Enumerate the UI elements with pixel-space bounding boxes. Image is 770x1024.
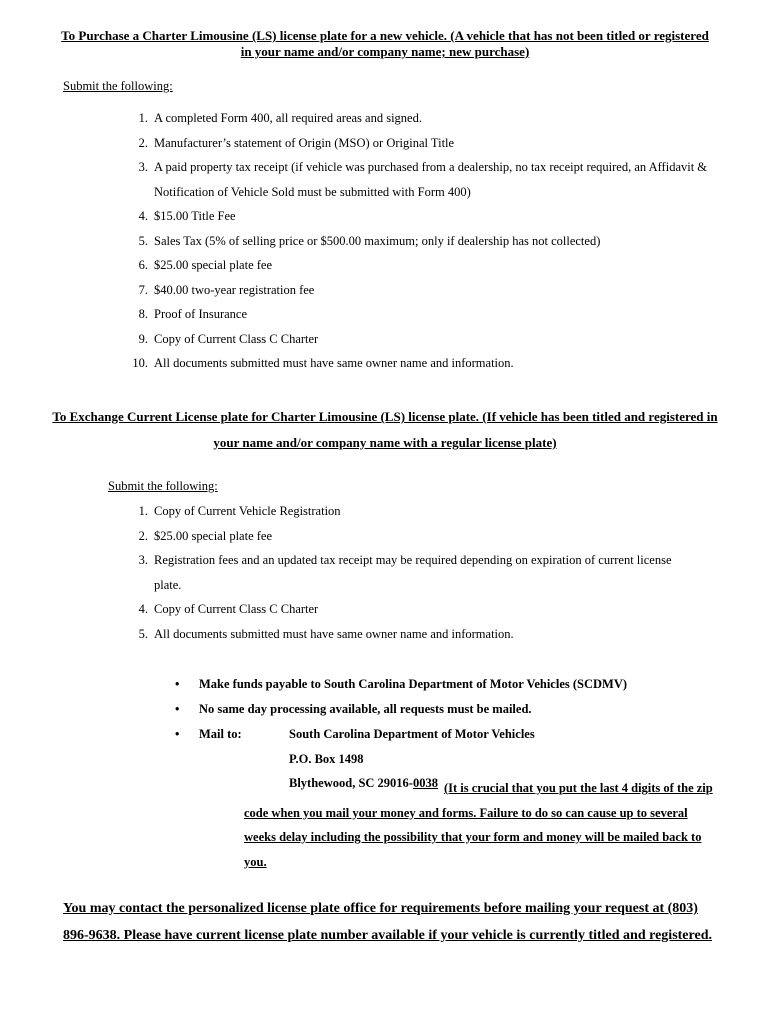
zip-plus-four: 0038 — [412, 776, 438, 790]
contact-notice: You may contact the personalized license plate office for requirements before mailing your request at (803) 896-9638. Please have current license plate number available if your vehicle is currently titled and registered. — [63, 901, 712, 943]
list-item: 9. Copy of Current Class C Charter — [138, 331, 319, 346]
address-line-3: Blythewood, SC 29016-0038 — [289, 776, 438, 790]
list-item — [175, 672, 715, 697]
zip-code-note: (It is crucial that you put the last 4 digits of the zip code when you mail your money and forms. Failure to do so can cause up to several weeks delay including the possibility that your form and money will be mailed back to you. — [244, 781, 713, 869]
list-item: 2. Manufacturer’s statement of Origin (MSO) or Original Title — [138, 135, 455, 150]
list-item: 8. Proof of Insurance — [138, 307, 248, 321]
section2-submit-label: Submit the following: — [108, 479, 218, 493]
section1-requirements-list — [130, 106, 710, 376]
list-item: 3. Registration fees and an updated tax receipt may be required depending on expiration of current license plate. — [138, 553, 672, 592]
address-line-1: South Carolina Department of Motor Vehicles — [289, 727, 535, 741]
list-item: 10. All documents submitted must have same owner name and information. — [132, 356, 514, 370]
section1-heading: To Purchase a Charter Limousine (LS) license plate for a new vehicle. (A vehicle that has not been titled or registered in your name and/or company name; new purchase) — [61, 28, 709, 59]
list-item — [175, 697, 715, 722]
list-item: 1. Copy of Current Vehicle Registration — [138, 504, 341, 518]
bullet-icon: • — [175, 727, 180, 741]
list-item: 5. Sales Tax (5% of selling price or $500.00 maximum; only if dealership has not collected) — [138, 233, 601, 248]
list-item: 4. Copy of Current Class C Charter — [138, 602, 319, 616]
processing-text: No same day processing available, all requests must be mailed. — [199, 702, 532, 716]
funds-payable-text: Make funds payable to South Carolina Department of Motor Vehicles (SCDMV) — [199, 677, 628, 691]
section2-requirements-list — [130, 499, 690, 646]
list-item: 1. A completed Form 400, all required areas and signed. — [138, 111, 422, 125]
list-item: 5. All documents submitted must have same owner name and information. — [138, 626, 514, 641]
bullet-icon: • — [175, 702, 180, 716]
section1-submit-label: Submit the following: — [63, 79, 173, 93]
address-line-2: P.O. Box 1498 — [289, 751, 364, 766]
list-item: 2. $25.00 special plate fee — [138, 528, 273, 543]
mail-to-label: Mail to: — [199, 727, 242, 741]
list-item: 6. $25.00 special plate fee — [138, 258, 273, 272]
list-item: 4. $15.00 Title Fee — [138, 209, 236, 223]
list-item: 3. A paid property tax receipt (if vehicle was purchased from a dealership, no tax receipt required, an Affidavit & Notification of Vehicle Sold must be submitted with Form 400) — [138, 160, 708, 199]
section2-heading: To Exchange Current License plate for Charter Limousine (LS) license plate. (If vehicle has been titled and registered in your name and/or company name with a regular license plate) — [52, 409, 718, 450]
list-item: 7. $40.00 two-year registration fee — [138, 282, 315, 297]
bullet-icon: • — [175, 677, 180, 691]
